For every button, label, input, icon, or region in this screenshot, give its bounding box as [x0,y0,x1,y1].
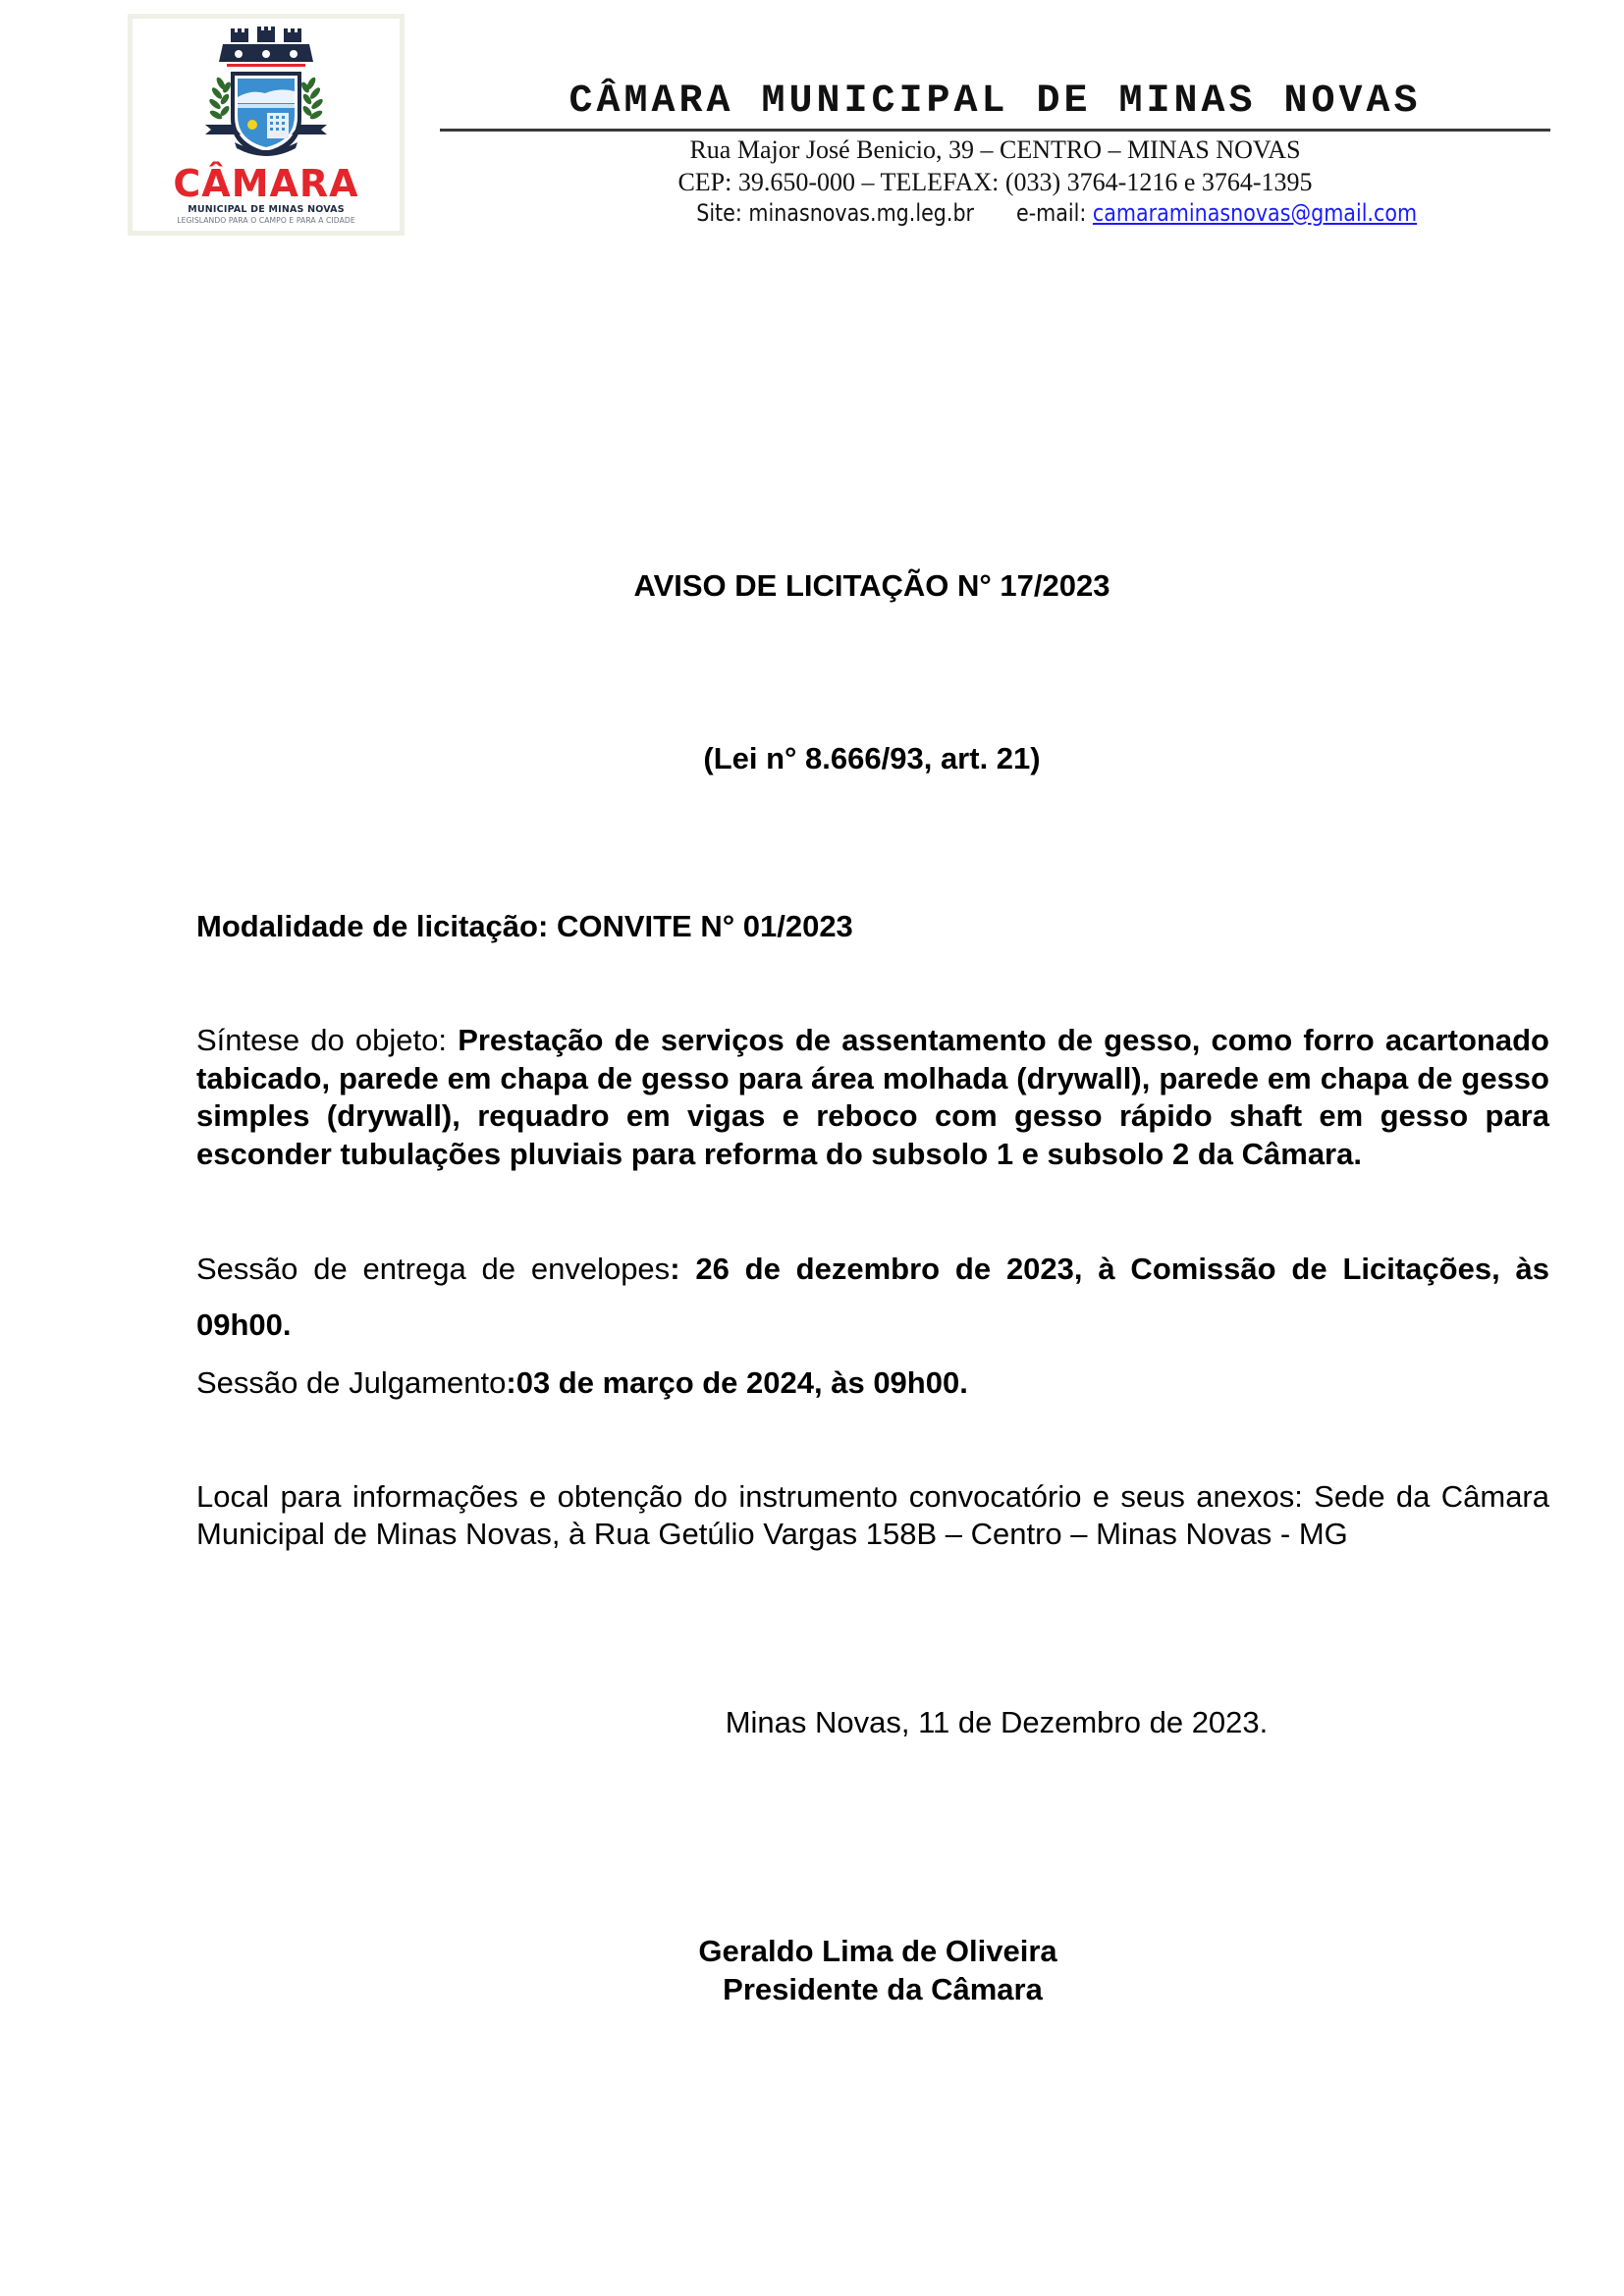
signatory-role: Presidente da Câmara [723,1972,1043,2006]
letterhead-title: CÂMARA MUNICIPAL DE MINAS NOVAS [568,80,1422,124]
modality-label: Modalidade de licitação: [196,909,549,943]
crown-icon [219,27,313,62]
modality-line [196,908,1547,945]
site-value: minasnovas.mg.leg.br [748,199,975,227]
location-paragraph: Local para informações e obtenção do instrumento convocatório e seus anexos: Sede da Câmara Municipal de Minas Novas, à Rua Getúlio Vargas 158B – Centro – Minas Novas - MG [196,1479,1549,1551]
delivery-label: Sessão de entrega de envelopes [196,1252,671,1286]
crown-band [227,64,305,67]
judgment-session-line [196,1364,1547,1402]
letterhead-address: Rua Major José Benicio, 39 – CENTRO – MINAS NOVAS [689,135,1301,164]
delivery-session-line [196,1251,1549,1290]
modality-value: CONVITE N° 01/2023 [556,909,853,943]
letterhead-contact [579,198,1535,228]
laurel-left-icon [208,76,233,121]
judgment-label: Sessão de Julgamento [196,1365,507,1400]
delivery-value: : 26 de dezembro de 2023, à Comissão de Licitações, às [670,1252,1549,1286]
letterhead-divider [440,129,1550,132]
law-reference: (Lei n° 8.666/93, art. 21) [703,741,1041,775]
logo-wordmark: CÂMARA [173,162,359,205]
signatory-name: Geraldo Lima de Oliveira [698,1934,1057,1968]
object-paragraph [196,1022,1549,1173]
delivery-time: 09h00. [196,1308,292,1342]
laurel-right-icon [299,76,324,121]
object-text: Prestação de serviços de assentamento de gesso, como forro acartonado tabicado, parede em chapa de gesso para área molhada (drywall), parede em chapa de gesso simples (drywall), requadro em vigas e reboco com gesso rápido shaft em gesso para esconder tubulações pluviais para reforma do subsolo 1 e subsolo 2 da Câmara. [196,1023,1549,1171]
shield-icon [231,72,301,156]
site-label: Site: [696,199,742,227]
logo-subtitle: MUNICIPAL DE MINAS NOVAS [188,204,345,215]
camara-logo [128,14,405,236]
letterhead-phone: CEP: 39.650-000 – TELEFAX: (033) 3764-1216 e 3764-1395 [677,168,1313,196]
email-label: e-mail: [1016,199,1087,227]
email-link[interactable]: camaraminasnovas@gmail.com [1092,199,1418,227]
place-date: Minas Novas, 11 de Dezembro de 2023. [725,1705,1269,1739]
logo-slogan: LEGISLANDO PARA O CAMPO E PARA A CIDADE [177,216,355,225]
notice-title: AVISO DE LICITAÇÃO N° 17/2023 [633,568,1110,603]
object-label: Síntese do objeto: [196,1023,448,1057]
judgment-value: :03 de março de 2024, às 09h00. [506,1365,968,1400]
